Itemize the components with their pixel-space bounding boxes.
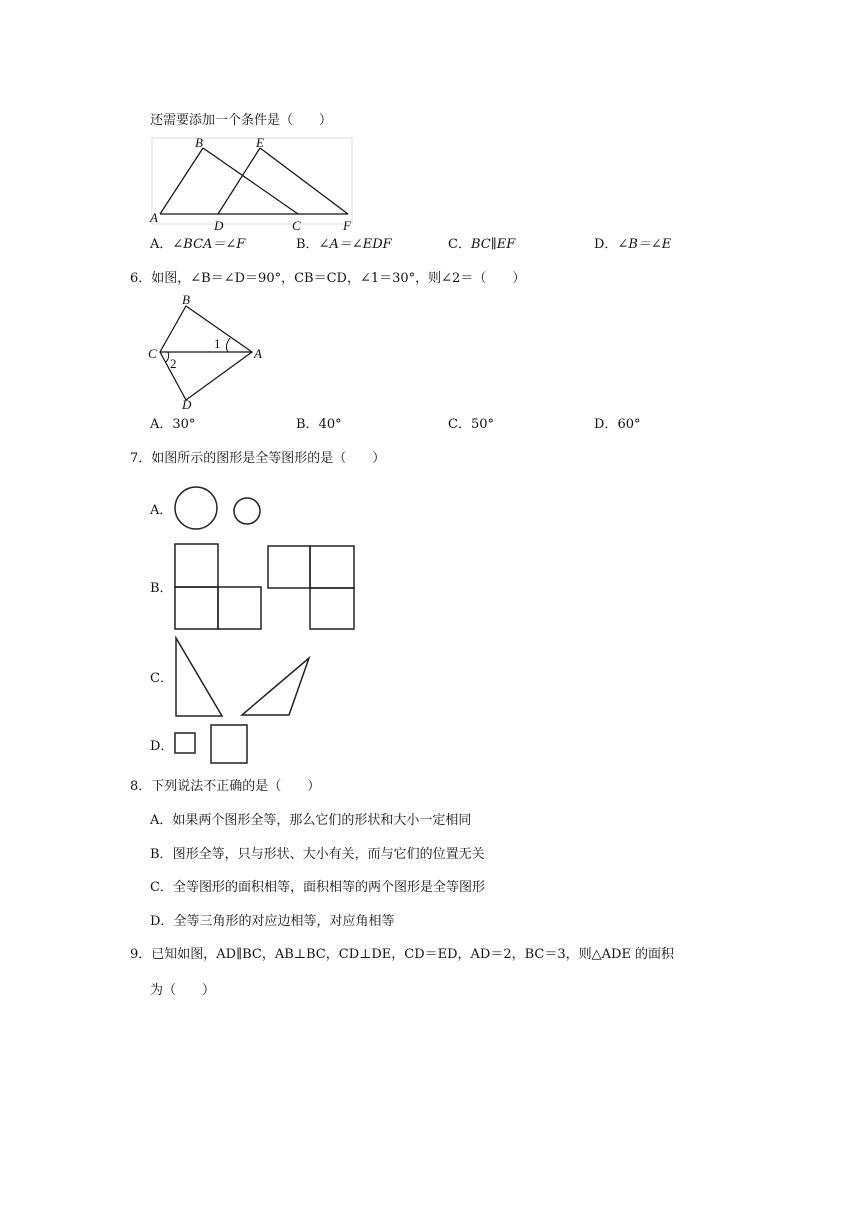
q7-c-right-triangle — [242, 658, 309, 715]
q5-option-a[interactable] — [150, 236, 245, 254]
q6-label-angle2: 2 — [170, 356, 177, 371]
q6-option-d[interactable] — [594, 416, 640, 434]
q7-option-c[interactable] — [150, 670, 173, 688]
q8-option-a-letter: A． — [150, 813, 173, 828]
q5-option-d-text: ∠B＝∠E — [617, 237, 672, 252]
q8-option-d-letter: D． — [150, 914, 174, 929]
q6-stem-text: 如图，∠B＝∠D＝90°，CB＝CD，∠1＝30°，则∠2＝（ ） — [151, 271, 526, 286]
q7-option-c-figure — [172, 634, 322, 724]
q7-option-a-letter: A． — [150, 503, 173, 518]
q5-option-c-letter: C． — [448, 237, 471, 252]
q6-option-d-text: 60° — [617, 417, 641, 432]
q7-d-small-square — [175, 733, 195, 753]
q7-option-a[interactable] — [150, 502, 172, 520]
q8-number: 8． — [130, 779, 152, 794]
q8-option-b-text: 图形全等，只与形状、大小有关，而与它们的位置无关 — [172, 847, 485, 862]
q7-c-left-triangle — [176, 638, 222, 716]
q7-option-d-figure — [172, 722, 252, 770]
q7-option-a-figure — [172, 484, 272, 538]
q6-option-a-text: 30° — [172, 417, 196, 432]
q7-option-b-letter: B． — [150, 581, 173, 596]
q5-figure — [148, 134, 358, 238]
q5-option-b[interactable] — [296, 236, 392, 254]
q5-label-E: E — [256, 135, 264, 150]
q5-label-D: D — [214, 218, 224, 233]
q7-stem — [130, 450, 385, 468]
q7-option-b-figure — [172, 542, 362, 636]
q7-a-small-circle — [234, 498, 260, 524]
q7-option-d[interactable] — [150, 738, 173, 756]
q8-option-d-text: 全等三角形的对应边相等，对应角相等 — [173, 914, 395, 929]
q5-option-d-letter: D． — [594, 237, 618, 252]
q6-option-b-text: 40° — [318, 417, 342, 432]
q5-label-B: B — [195, 135, 203, 150]
q6-label-B: B — [182, 292, 190, 307]
q8-option-c[interactable] — [150, 879, 485, 897]
q6-option-a-letter: A． — [150, 417, 173, 432]
q6-stem — [130, 270, 525, 288]
q7-stem-text: 如图所示的图形是全等图形的是（ ） — [151, 451, 386, 466]
q7-option-d-letter: D． — [150, 739, 174, 754]
q8-stem-text: 下列说法不正确的是（ ） — [151, 779, 321, 794]
q8-option-a[interactable] — [150, 812, 471, 830]
q6-option-c-text: 50° — [470, 417, 494, 432]
q8-option-c-text: 全等图形的面积相等，面积相等的两个图形是全等图形 — [172, 880, 485, 895]
q6-label-D: D — [182, 397, 192, 412]
q5-label-A: A — [150, 210, 158, 225]
q8-option-b[interactable] — [150, 846, 485, 864]
q7-a-large-circle — [175, 487, 217, 529]
q5-option-b-text: ∠A＝∠EDF — [318, 237, 392, 252]
q6-figure — [144, 292, 274, 416]
q6-option-c[interactable] — [448, 416, 494, 434]
q6-number: 6． — [130, 271, 152, 286]
q6-label-C: C — [148, 346, 157, 361]
q7-b-left-bottom-square — [175, 587, 218, 629]
q7-number: 7． — [130, 451, 152, 466]
q6-label-angle1: 1 — [214, 336, 221, 351]
q5-option-a-text: ∠BCA＝∠F — [172, 237, 246, 252]
q5-option-a-letter: A． — [150, 237, 173, 252]
q8-stem — [130, 778, 320, 796]
q6-option-b-letter: B． — [296, 417, 319, 432]
q8-option-c-letter: C． — [150, 880, 173, 895]
q6-label-A: A — [254, 346, 262, 361]
q7-d-large-square — [211, 725, 247, 763]
q5-option-c-text: BC∥EF — [470, 237, 516, 252]
q5-option-b-letter: B． — [296, 237, 319, 252]
q5-option-c[interactable] — [448, 236, 515, 254]
q7-b-left-right-square — [218, 587, 261, 629]
q9-stem-text: 已知如图，AD∥BC，AB⊥BC，CD⊥DE，CD＝ED，AD＝2，BC＝3，则△ADE 的面积 — [151, 947, 675, 962]
q6-option-c-letter: C． — [448, 417, 471, 432]
q5-stem-tail: 还需要添加一个条件是（ ） — [150, 113, 333, 128]
q8-option-b-letter: B． — [150, 847, 173, 862]
q6-option-d-letter: D． — [594, 417, 618, 432]
q6-option-a[interactable] — [150, 416, 195, 434]
q7-b-right-top-left-square — [268, 546, 310, 588]
q5-label-F: F — [343, 218, 351, 233]
q7-option-c-letter: C． — [150, 671, 173, 686]
q8-option-d[interactable] — [150, 913, 394, 931]
q5-option-d[interactable] — [594, 236, 671, 254]
q7-b-right-top-right-square — [310, 546, 354, 588]
q9-stem-line1 — [130, 946, 674, 964]
q5-label-C: C — [292, 218, 301, 233]
q8-option-a-text: 如果两个图形全等，那么它们的形状和大小一定相同 — [172, 813, 472, 828]
q7-b-left-top-square — [175, 544, 218, 587]
q9-number: 9． — [130, 947, 152, 962]
q6-option-b[interactable] — [296, 416, 342, 434]
q9-stem-line2: 为（ ） — [150, 983, 216, 998]
q7-option-b[interactable] — [150, 580, 173, 598]
q7-b-right-bottom-square — [310, 588, 354, 629]
